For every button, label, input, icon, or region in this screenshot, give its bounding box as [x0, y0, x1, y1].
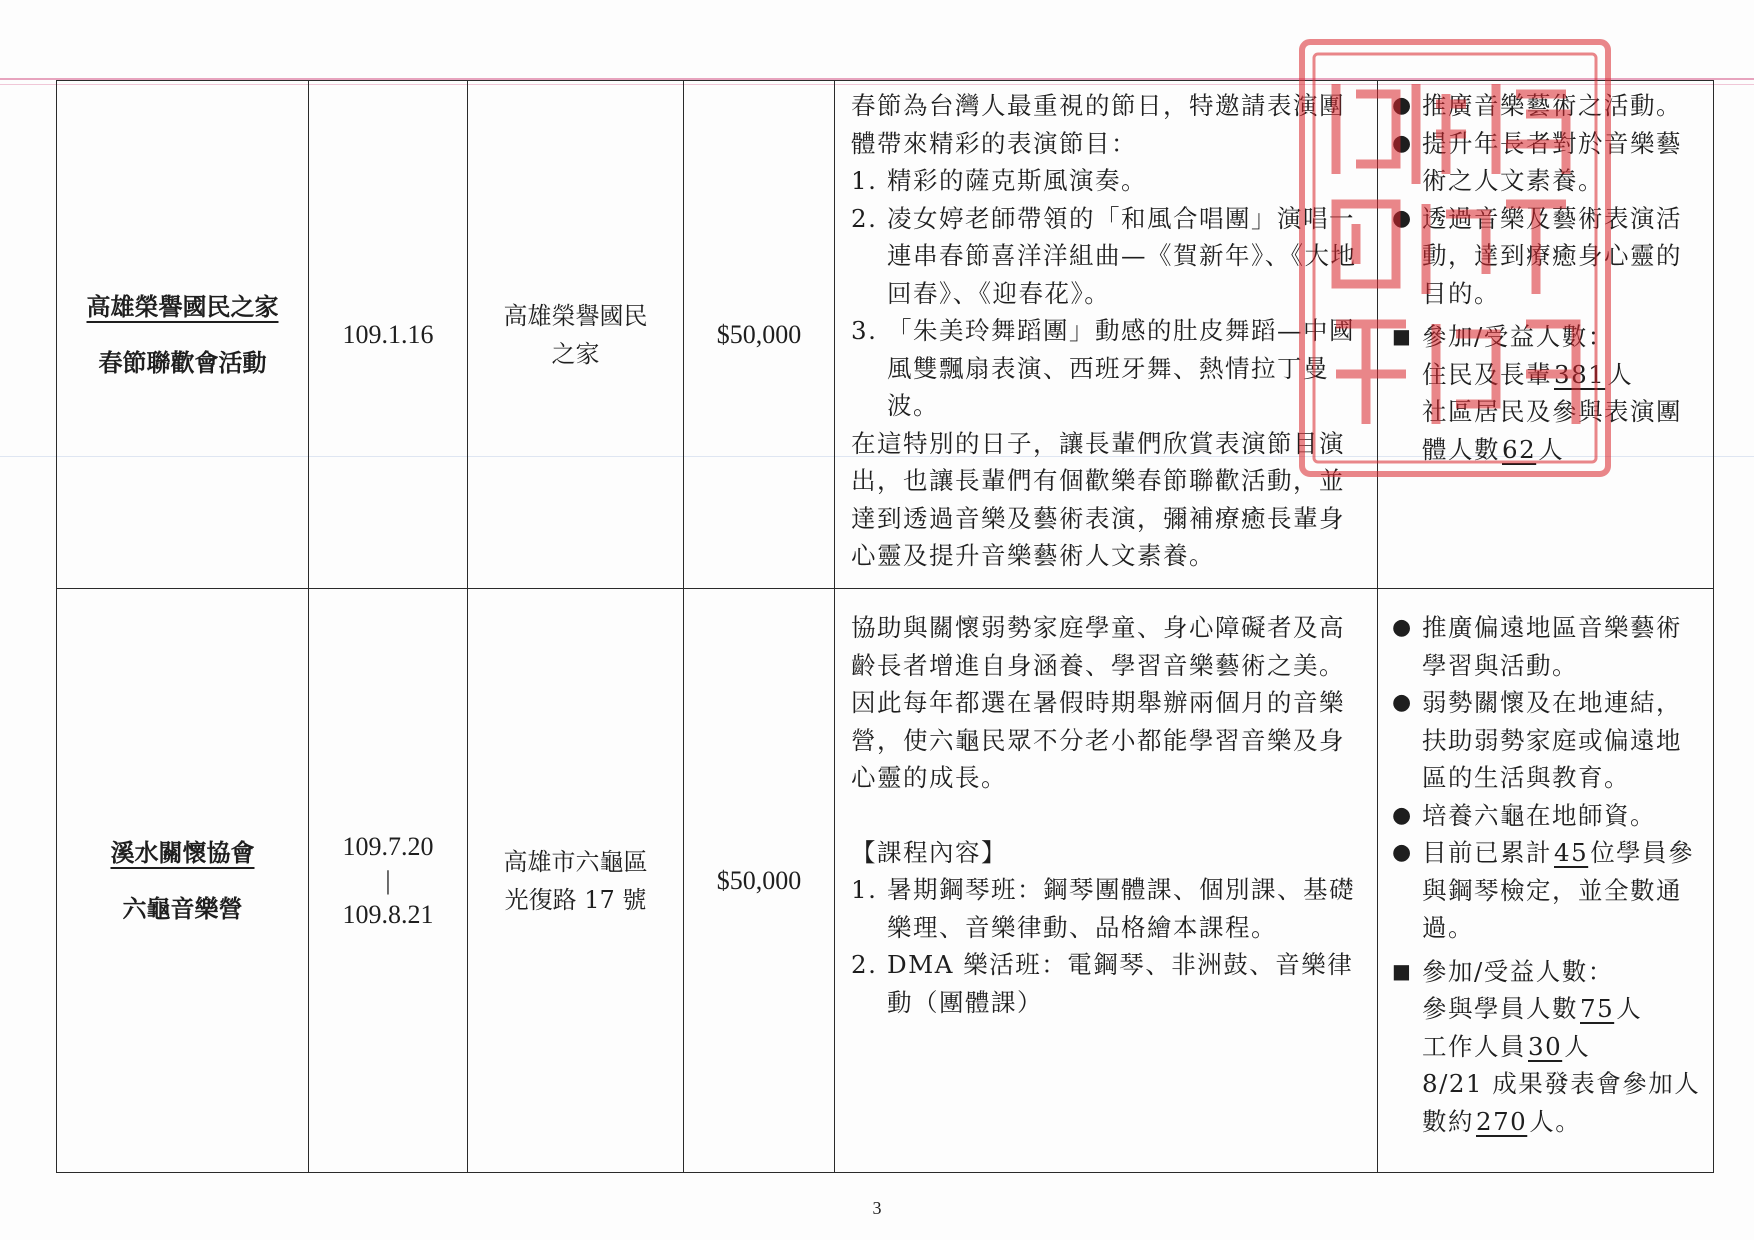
activity-name: 六龜音樂營 — [122, 893, 243, 923]
list-item — [851, 946, 1363, 1021]
content-cell — [835, 81, 1378, 589]
item-number: 2. — [851, 203, 878, 233]
bullet-icon: ● — [1392, 690, 1413, 715]
square-bullet-icon: ■ — [1392, 958, 1413, 983]
student-count: 45 — [1554, 838, 1589, 867]
list-item — [851, 312, 1363, 425]
page-number: 3 — [872, 1198, 882, 1218]
participant-count: 30 — [1528, 1031, 1563, 1061]
table-row — [57, 589, 1714, 1173]
participant-count: 75 — [1580, 994, 1615, 1023]
item-text: 精彩的薩克斯風演奏。 — [887, 166, 1147, 195]
participant-count: 270 — [1476, 1106, 1528, 1136]
participants-block: ■ 參加/受益人數： 住民及長輩381人 社區居民及參與表演團體人數62人 — [1392, 318, 1705, 468]
list-item — [851, 200, 1363, 313]
participants-label: 參加/受益人數： — [1422, 322, 1614, 351]
bullet-icon: ● — [1392, 205, 1413, 231]
content-cell — [835, 589, 1378, 1173]
bullet-icon: ● — [1392, 130, 1413, 156]
effect-item: ● 提升年長者對於音樂藝術之人文素養。 — [1392, 125, 1705, 200]
effect-item: ● 弱勢關懷及在地連結，扶助弱勢家庭或偏遠地區的生活與教育。 — [1392, 684, 1705, 797]
item-text: 凌女婷老師帶領的「和風合唱團」演唱一連串春節喜洋洋組曲—《賀新年》、《大地回春》、《迎春花》。 — [887, 203, 1357, 308]
participant-count: 381 — [1554, 359, 1606, 389]
organization-name: 溪水關懷協會 — [110, 837, 255, 867]
location-line: 高雄市六龜區 — [503, 847, 648, 876]
participant-count: 62 — [1502, 434, 1537, 464]
location-line: 光復路 17 號 — [504, 885, 647, 914]
effect-item: ● 推廣偏遠地區音樂藝術學習與活動。 — [1392, 609, 1705, 684]
course-heading: 【課程內容】 — [851, 837, 1007, 867]
square-bullet-icon: ■ — [1392, 324, 1413, 348]
location-line: 高雄榮譽國民 — [503, 301, 648, 330]
effect-item: ● 推廣音樂藝術之活動。 — [1392, 87, 1705, 125]
bullet-icon: ● — [1392, 615, 1413, 640]
item-number: 1. — [851, 875, 878, 904]
activity-title-cell — [57, 81, 309, 589]
bullet-icon: ● — [1392, 840, 1413, 865]
item-text: DMA 樂活班：電鋼琴、非洲鼓、音樂律動（團體課） — [887, 950, 1354, 1017]
date-end: 109.8.21 — [342, 899, 434, 929]
date-separator: | — [385, 865, 391, 895]
location-line: 之家 — [551, 339, 600, 368]
activity-table — [56, 80, 1714, 1173]
item-number: 1. — [851, 166, 878, 195]
date-cell — [309, 589, 468, 1173]
amount-cell: $50,000 — [684, 589, 835, 1173]
item-text: 暑期鋼琴班：鋼琴團體課、個別課、基礎樂理、音樂律動、品格繪本課程。 — [887, 875, 1355, 942]
effect-cell — [1378, 81, 1714, 589]
date-start: 109.7.20 — [342, 831, 434, 861]
effect-item: ● 目前已累計45位學員參與鋼琴檢定，並全數通過。 — [1392, 834, 1705, 947]
location-cell — [468, 589, 684, 1173]
table-row — [57, 81, 1714, 589]
content-paragraph: 因此每年都選在暑假時期舉辦兩個月的音樂營，使六龜民眾不分老小都能學習音樂及身心靈的成長。 — [851, 688, 1345, 792]
list-item — [851, 871, 1363, 946]
date-cell — [309, 81, 468, 589]
effect-item: ● 透過音樂及藝術表演活動，達到療癒身心靈的目的。 — [1392, 200, 1705, 313]
list-item — [851, 162, 1363, 200]
amount-cell: $50,000 — [684, 81, 835, 589]
item-number: 3. — [851, 316, 878, 345]
date-start: 109.1.16 — [342, 319, 434, 349]
content-paragraph: 協助與關懷弱勢家庭學童、身心障礙者及高齡長者增進自身涵養、學習音樂藝術之美。 — [851, 613, 1345, 680]
organization-name: 高雄榮譽國民之家 — [86, 291, 279, 321]
activity-name: 春節聯歡會活動 — [98, 347, 267, 377]
activity-title-cell — [57, 589, 309, 1173]
content-intro: 春節為台灣人最重視的節日，特邀請表演團體帶來精彩的表演節目： — [851, 91, 1345, 158]
participants-label: 參加/受益人數： — [1422, 956, 1614, 986]
participants-block: ■ 參加/受益人數： 參與學員人數75人 工作人員30人 8/21 成果發表會參加人數約270人。 — [1392, 953, 1705, 1141]
location-cell — [468, 81, 684, 589]
bullet-icon: ● — [1392, 802, 1413, 828]
effect-item: ● 培養六龜在地師資。 — [1392, 797, 1705, 835]
bullet-icon: ● — [1392, 93, 1413, 118]
effect-cell — [1378, 589, 1714, 1173]
item-number: 2. — [851, 950, 878, 979]
content-outro: 在這特別的日子，讓長輩們欣賞表演節目演出，也讓長輩們有個歡樂春節聯歡活動，並達到透過音樂及藝術表演，彌補療癒長輩身心靈及提升音樂藝術人文素養。 — [851, 428, 1345, 570]
item-text: 「朱美玲舞蹈團」動感的肚皮舞蹈—中國風雙飄扇表演、西班牙舞、熱情拉丁曼波。 — [887, 316, 1355, 420]
